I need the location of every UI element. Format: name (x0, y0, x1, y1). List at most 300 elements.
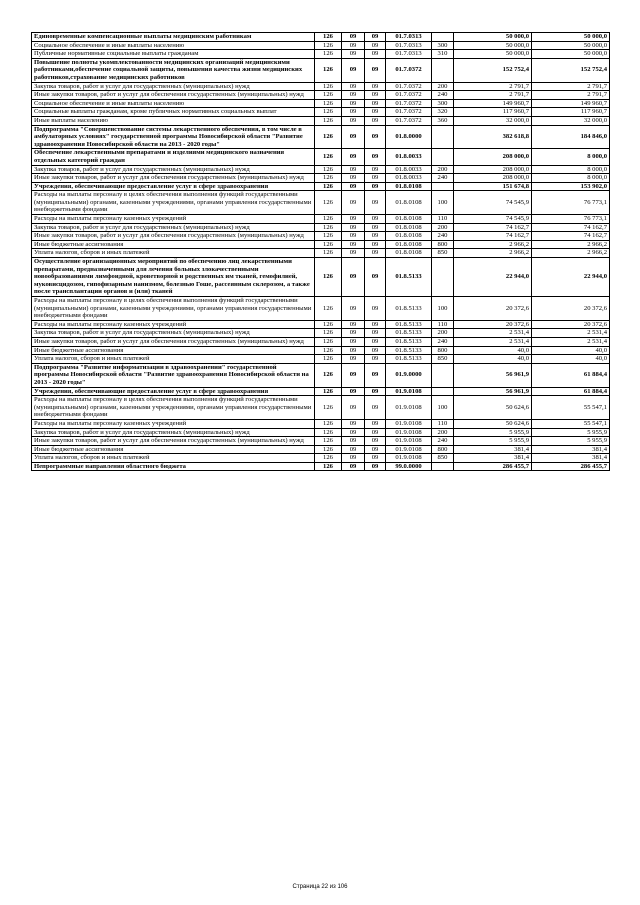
section-code-cell: 09 (342, 215, 365, 224)
amount-year1-cell: 151 674,8 (454, 182, 532, 191)
ved-code-cell: 126 (315, 240, 342, 249)
subsection-code-cell: 09 (365, 337, 386, 346)
amount-year1-cell: 20 372,6 (454, 320, 532, 329)
table-row (32, 99, 610, 108)
section-code-cell: 09 (342, 149, 365, 165)
section-code-cell: 09 (342, 165, 365, 174)
ved-code-cell: 126 (315, 125, 342, 149)
subsection-code-cell: 09 (365, 149, 386, 165)
table-row (32, 454, 610, 463)
amount-year2-cell: 2 791,7 (532, 82, 610, 91)
row-name-cell: Иные бюджетные ассигнования (32, 445, 315, 454)
target-article-cell: 01.8.0033 (386, 165, 432, 174)
expense-type-cell: 240 (432, 174, 454, 183)
target-article-cell: 01.7.0372 (386, 108, 432, 117)
table-row (32, 258, 610, 297)
row-name-cell: Расходы на выплаты персоналу казенных учреждений (32, 215, 315, 224)
section-code-cell: 09 (342, 346, 365, 355)
section-code-cell: 09 (342, 50, 365, 59)
target-article-cell: 01.8.5133 (386, 320, 432, 329)
expense-type-cell: 240 (432, 232, 454, 241)
expense-type-cell (432, 33, 454, 42)
ved-code-cell: 126 (315, 165, 342, 174)
amount-year1-cell: 56 961,9 (454, 387, 532, 396)
ved-code-cell: 126 (315, 99, 342, 108)
ved-code-cell: 126 (315, 462, 342, 471)
table-row (32, 363, 610, 387)
row-name-cell: Осуществление организационных мероприятий по обеспечению лиц лекарственными препаратами, предназначенными для лечения больных злокачественными новообразованиями лимфоидной, кроветворной и родственных им тканей, гемофилией, муковисцидозом, гипофизарным нанизмом, болезнью Гоше, рассеянным склерозом, а также после трансплантации органов и (или) тканей (32, 258, 315, 297)
amount-year1-cell: 382 618,8 (454, 125, 532, 149)
ved-code-cell: 126 (315, 116, 342, 125)
row-name-cell: Повышение полноты укомплектованности медицинских организаций медицинскими работниками,обеспечение социальной защиты, повышения качества жизни медицинских работников,страхование медицинских работников (32, 58, 315, 82)
amount-year1-cell: 2 966,2 (454, 240, 532, 249)
ved-code-cell: 126 (315, 387, 342, 396)
ved-code-cell: 126 (315, 41, 342, 50)
target-article-cell: 01.9.0108 (386, 454, 432, 463)
table-row (32, 337, 610, 346)
target-article-cell: 01.7.0372 (386, 82, 432, 91)
section-code-cell: 09 (342, 363, 365, 387)
subsection-code-cell: 09 (365, 462, 386, 471)
amount-year2-cell: 8 000,0 (532, 165, 610, 174)
target-article-cell: 01.8.0108 (386, 223, 432, 232)
expense-type-cell (432, 149, 454, 165)
amount-year1-cell: 56 961,9 (454, 363, 532, 387)
ved-code-cell: 126 (315, 445, 342, 454)
expense-type-cell: 240 (432, 437, 454, 446)
row-name-cell: Публичные нормативные социальные выплаты гражданам (32, 50, 315, 59)
row-name-cell: Иные закупки товаров, работ и услуг для обеспечения государственных (муниципальных) нужд (32, 337, 315, 346)
table-row (32, 387, 610, 396)
expense-type-cell (432, 387, 454, 396)
section-code-cell: 09 (342, 337, 365, 346)
amount-year1-cell: 5 955,9 (454, 437, 532, 446)
row-name-cell: Подпрограмма "Развитие информатизации в здравоохранении" государственной программы Новосибирской области "Развитие здравоохранения Новосибирской области на 2013 - 2020 годы" (32, 363, 315, 387)
row-name-cell: Социальное обеспечение и иные выплаты населению (32, 99, 315, 108)
subsection-code-cell: 09 (365, 363, 386, 387)
ved-code-cell: 126 (315, 33, 342, 42)
ved-code-cell: 126 (315, 355, 342, 364)
ved-code-cell: 126 (315, 58, 342, 82)
amount-year1-cell: 32 000,0 (454, 116, 532, 125)
expense-type-cell: 800 (432, 240, 454, 249)
row-name-cell: Расходы на выплаты персоналу в целях обеспечения выполнения функций государственными (муниципальными) органами, казенными учреждениями, органами управления государственными внебюджетными фондами (32, 191, 315, 215)
amount-year1-cell: 286 455,7 (454, 462, 532, 471)
amount-year1-cell: 50 000,0 (454, 50, 532, 59)
section-code-cell: 09 (342, 223, 365, 232)
expense-type-cell: 300 (432, 99, 454, 108)
expense-type-cell (432, 363, 454, 387)
ved-code-cell: 126 (315, 337, 342, 346)
amount-year2-cell: 76 773,1 (532, 215, 610, 224)
amount-year1-cell: 381,4 (454, 454, 532, 463)
section-code-cell: 09 (342, 108, 365, 117)
table-row (32, 33, 610, 42)
amount-year2-cell: 2 531,4 (532, 329, 610, 338)
table-row (32, 191, 610, 215)
expense-type-cell: 800 (432, 445, 454, 454)
amount-year2-cell: 40,0 (532, 355, 610, 364)
subsection-code-cell: 09 (365, 445, 386, 454)
amount-year1-cell: 50 000,0 (454, 33, 532, 42)
section-code-cell: 09 (342, 437, 365, 446)
target-article-cell: 01.8.5133 (386, 337, 432, 346)
amount-year2-cell: 61 884,4 (532, 387, 610, 396)
table-row (32, 125, 610, 149)
amount-year2-cell: 8 000,0 (532, 149, 610, 165)
ved-code-cell: 126 (315, 108, 342, 117)
amount-year1-cell: 50 624,6 (454, 396, 532, 420)
target-article-cell: 01.8.0108 (386, 191, 432, 215)
expense-type-cell: 850 (432, 355, 454, 364)
table-row (32, 223, 610, 232)
subsection-code-cell: 09 (365, 33, 386, 42)
ved-code-cell: 126 (315, 346, 342, 355)
amount-year2-cell: 149 960,7 (532, 99, 610, 108)
subsection-code-cell: 09 (365, 329, 386, 338)
subsection-code-cell: 09 (365, 454, 386, 463)
expense-type-cell: 100 (432, 297, 454, 321)
target-article-cell: 01.9.0000 (386, 363, 432, 387)
subsection-code-cell: 09 (365, 346, 386, 355)
amount-year2-cell: 2 966,2 (532, 249, 610, 258)
table-row (32, 445, 610, 454)
row-name-cell: Иные закупки товаров, работ и услуг для обеспечения государственных (муниципальных) нужд (32, 174, 315, 183)
target-article-cell: 01.7.0313 (386, 41, 432, 50)
target-article-cell: 01.8.5133 (386, 346, 432, 355)
table-row (32, 428, 610, 437)
amount-year1-cell: 50 000,0 (454, 41, 532, 50)
amount-year2-cell: 153 902,0 (532, 182, 610, 191)
section-code-cell: 09 (342, 355, 365, 364)
row-name-cell: Обеспечение лекарственными препаратами и изделиями медицинского назначения отдельных категорий граждан (32, 149, 315, 165)
ved-code-cell: 126 (315, 215, 342, 224)
amount-year2-cell: 55 547,1 (532, 396, 610, 420)
subsection-code-cell: 09 (365, 108, 386, 117)
target-article-cell: 99.0.0000 (386, 462, 432, 471)
amount-year1-cell: 22 944,0 (454, 258, 532, 297)
expense-type-cell: 310 (432, 50, 454, 59)
ved-code-cell: 126 (315, 320, 342, 329)
row-name-cell: Закупка товаров, работ и услуг для государственных (муниципальных) нужд (32, 223, 315, 232)
amount-year1-cell: 50 624,6 (454, 419, 532, 428)
row-name-cell: Социальное обеспечение и иные выплаты населению (32, 41, 315, 50)
section-code-cell: 09 (342, 320, 365, 329)
section-code-cell: 09 (342, 297, 365, 321)
expense-type-cell: 110 (432, 320, 454, 329)
expense-type-cell: 200 (432, 82, 454, 91)
target-article-cell: 01.8.0000 (386, 125, 432, 149)
subsection-code-cell: 09 (365, 182, 386, 191)
amount-year2-cell: 117 960,7 (532, 108, 610, 117)
table-row (32, 462, 610, 471)
table-row (32, 174, 610, 183)
ved-code-cell: 126 (315, 174, 342, 183)
amount-year2-cell: 40,0 (532, 346, 610, 355)
target-article-cell: 01.8.0108 (386, 182, 432, 191)
target-article-cell: 01.9.0108 (386, 396, 432, 420)
amount-year2-cell: 8 000,0 (532, 174, 610, 183)
target-article-cell: 01.8.5133 (386, 258, 432, 297)
subsection-code-cell: 09 (365, 396, 386, 420)
ved-code-cell: 126 (315, 297, 342, 321)
subsection-code-cell: 09 (365, 41, 386, 50)
subsection-code-cell: 09 (365, 174, 386, 183)
subsection-code-cell: 09 (365, 437, 386, 446)
ved-code-cell: 126 (315, 454, 342, 463)
row-name-cell: Уплата налогов, сборов и иных платежей (32, 249, 315, 258)
expense-type-cell: 320 (432, 108, 454, 117)
table-row (32, 82, 610, 91)
section-code-cell: 09 (342, 41, 365, 50)
amount-year1-cell: 117 960,7 (454, 108, 532, 117)
expense-type-cell (432, 182, 454, 191)
target-article-cell: 01.7.0313 (386, 33, 432, 42)
expense-type-cell: 100 (432, 396, 454, 420)
row-name-cell: Учреждения, обеспечивающие предоставление услуг в сфере здравоохранения (32, 182, 315, 191)
amount-year2-cell: 74 162,7 (532, 232, 610, 241)
amount-year2-cell: 152 752,4 (532, 58, 610, 82)
ved-code-cell: 126 (315, 329, 342, 338)
target-article-cell: 01.8.0108 (386, 249, 432, 258)
expense-type-cell: 240 (432, 337, 454, 346)
section-code-cell: 09 (342, 419, 365, 428)
expense-type-cell (432, 58, 454, 82)
row-name-cell: Расходы на выплаты персоналу в целях обеспечения выполнения функций государственными (муниципальными) органами, казенными учреждениями, органами управления государственными внебюджетными фондами (32, 297, 315, 321)
table-row (32, 396, 610, 420)
table-row (32, 232, 610, 241)
amount-year2-cell: 381,4 (532, 445, 610, 454)
table-row (32, 116, 610, 125)
target-article-cell: 01.8.5133 (386, 355, 432, 364)
subsection-code-cell: 09 (365, 191, 386, 215)
ved-code-cell: 126 (315, 428, 342, 437)
subsection-code-cell: 09 (365, 428, 386, 437)
subsection-code-cell: 09 (365, 387, 386, 396)
amount-year1-cell: 40,0 (454, 346, 532, 355)
ved-code-cell: 126 (315, 249, 342, 258)
section-code-cell: 09 (342, 396, 365, 420)
table-row (32, 41, 610, 50)
section-code-cell: 09 (342, 240, 365, 249)
subsection-code-cell: 09 (365, 116, 386, 125)
row-name-cell: Уплата налогов, сборов и иных платежей (32, 454, 315, 463)
amount-year1-cell: 74 162,7 (454, 223, 532, 232)
subsection-code-cell: 09 (365, 297, 386, 321)
expense-type-cell: 360 (432, 116, 454, 125)
row-name-cell: Расходы на выплаты персоналу казенных учреждений (32, 320, 315, 329)
target-article-cell: 01.9.0108 (386, 419, 432, 428)
table-row (32, 149, 610, 165)
amount-year1-cell: 2 531,4 (454, 337, 532, 346)
amount-year1-cell: 152 752,4 (454, 58, 532, 82)
subsection-code-cell: 09 (365, 50, 386, 59)
amount-year1-cell: 208 000,0 (454, 165, 532, 174)
amount-year2-cell: 381,4 (532, 454, 610, 463)
target-article-cell: 01.7.0372 (386, 99, 432, 108)
amount-year1-cell: 208 000,0 (454, 149, 532, 165)
subsection-code-cell: 09 (365, 249, 386, 258)
budget-table-page (31, 32, 609, 471)
ved-code-cell: 126 (315, 149, 342, 165)
amount-year2-cell: 2 791,7 (532, 91, 610, 100)
expense-type-cell (432, 125, 454, 149)
subsection-code-cell: 09 (365, 223, 386, 232)
expense-type-cell: 850 (432, 249, 454, 258)
amount-year2-cell: 50 000,0 (532, 33, 610, 42)
amount-year1-cell: 20 372,6 (454, 297, 532, 321)
row-name-cell: Расходы на выплаты персоналу в целях обеспечения выполнения функций государственными (муниципальными) органами, казенными учреждениями, органами управления государственными внебюджетными фондами (32, 396, 315, 420)
ved-code-cell: 126 (315, 396, 342, 420)
amount-year2-cell: 2 966,2 (532, 240, 610, 249)
expense-type-cell: 110 (432, 215, 454, 224)
table-row (32, 108, 610, 117)
section-code-cell: 09 (342, 249, 365, 258)
subsection-code-cell: 09 (365, 58, 386, 82)
amount-year2-cell: 32 000,0 (532, 116, 610, 125)
amount-year2-cell: 50 000,0 (532, 41, 610, 50)
subsection-code-cell: 09 (365, 258, 386, 297)
row-name-cell: Иные закупки товаров, работ и услуг для обеспечения государственных (муниципальных) нужд (32, 91, 315, 100)
section-code-cell: 09 (342, 387, 365, 396)
amount-year1-cell: 2 966,2 (454, 249, 532, 258)
target-article-cell: 01.9.0108 (386, 387, 432, 396)
target-article-cell: 01.8.0033 (386, 174, 432, 183)
row-name-cell: Иные закупки товаров, работ и услуг для обеспечения государственных (муниципальных) нужд (32, 437, 315, 446)
table-row (32, 58, 610, 82)
target-article-cell: 01.8.0108 (386, 240, 432, 249)
amount-year1-cell: 2 531,4 (454, 329, 532, 338)
ved-code-cell: 126 (315, 437, 342, 446)
row-name-cell: Закупка товаров, работ и услуг для государственных (муниципальных) нужд (32, 329, 315, 338)
table-row (32, 329, 610, 338)
section-code-cell: 09 (342, 82, 365, 91)
expense-type-cell: 200 (432, 329, 454, 338)
subsection-code-cell: 09 (365, 240, 386, 249)
ved-code-cell: 126 (315, 182, 342, 191)
ved-code-cell: 126 (315, 419, 342, 428)
row-name-cell: Закупка товаров, работ и услуг для государственных (муниципальных) нужд (32, 428, 315, 437)
expense-type-cell: 800 (432, 346, 454, 355)
section-code-cell: 09 (342, 258, 365, 297)
amount-year1-cell: 74 545,9 (454, 191, 532, 215)
amount-year2-cell: 76 773,1 (532, 191, 610, 215)
target-article-cell: 01.7.0313 (386, 50, 432, 59)
section-code-cell: 09 (342, 454, 365, 463)
subsection-code-cell: 09 (365, 125, 386, 149)
table-row (32, 355, 610, 364)
row-name-cell: Расходы на выплаты персоналу казенных учреждений (32, 419, 315, 428)
expense-type-cell (432, 462, 454, 471)
expense-type-cell: 200 (432, 223, 454, 232)
row-name-cell: Иные бюджетные ассигнования (32, 240, 315, 249)
amount-year1-cell: 74 162,7 (454, 232, 532, 241)
ved-code-cell: 126 (315, 258, 342, 297)
table-row (32, 165, 610, 174)
subsection-code-cell: 09 (365, 165, 386, 174)
expense-type-cell: 200 (432, 165, 454, 174)
row-name-cell: Иные закупки товаров, работ и услуг для обеспечения государственных (муниципальных) нужд (32, 232, 315, 241)
section-code-cell: 09 (342, 182, 365, 191)
amount-year2-cell: 22 944,0 (532, 258, 610, 297)
amount-year1-cell: 5 955,9 (454, 428, 532, 437)
amount-year2-cell: 50 000,0 (532, 50, 610, 59)
target-article-cell: 01.9.0108 (386, 437, 432, 446)
page-footer: Страница 22 из 106 (292, 884, 348, 890)
target-article-cell: 01.7.0372 (386, 116, 432, 125)
amount-year1-cell: 381,4 (454, 445, 532, 454)
ved-code-cell: 126 (315, 363, 342, 387)
expense-type-cell: 100 (432, 191, 454, 215)
section-code-cell: 09 (342, 33, 365, 42)
target-article-cell: 01.8.0108 (386, 215, 432, 224)
expense-type-cell: 110 (432, 419, 454, 428)
table-row (32, 346, 610, 355)
table-row (32, 240, 610, 249)
subsection-code-cell: 09 (365, 99, 386, 108)
amount-year2-cell: 5 955,9 (532, 428, 610, 437)
row-name-cell: Социальные выплаты гражданам, кроме публичных нормативных социальных выплат (32, 108, 315, 117)
expense-type-cell: 850 (432, 454, 454, 463)
target-article-cell: 01.8.0033 (386, 149, 432, 165)
expense-type-cell (432, 258, 454, 297)
amount-year1-cell: 2 791,7 (454, 91, 532, 100)
section-code-cell: 09 (342, 428, 365, 437)
target-article-cell: 01.9.0108 (386, 445, 432, 454)
ved-code-cell: 126 (315, 50, 342, 59)
ved-code-cell: 126 (315, 191, 342, 215)
amount-year2-cell: 55 547,1 (532, 419, 610, 428)
amount-year2-cell: 61 884,4 (532, 363, 610, 387)
expense-type-cell: 200 (432, 428, 454, 437)
section-code-cell: 09 (342, 462, 365, 471)
amount-year1-cell: 149 960,7 (454, 99, 532, 108)
row-name-cell: Учреждения, обеспечивающие предоставление услуг в сфере здравоохранения (32, 387, 315, 396)
amount-year2-cell: 184 846,0 (532, 125, 610, 149)
table-row (32, 419, 610, 428)
amount-year2-cell: 20 372,6 (532, 320, 610, 329)
target-article-cell: 01.8.5133 (386, 297, 432, 321)
row-name-cell: Непрограммные направления областного бюджета (32, 462, 315, 471)
subsection-code-cell: 09 (365, 91, 386, 100)
section-code-cell: 09 (342, 191, 365, 215)
section-code-cell: 09 (342, 125, 365, 149)
section-code-cell: 09 (342, 445, 365, 454)
target-article-cell: 01.8.0108 (386, 232, 432, 241)
amount-year2-cell: 5 955,9 (532, 437, 610, 446)
table-row (32, 91, 610, 100)
row-name-cell: Иные бюджетные ассигнования (32, 346, 315, 355)
row-name-cell: Единовременные компенсационные выплаты медицинским работникам (32, 33, 315, 42)
target-article-cell: 01.7.0372 (386, 91, 432, 100)
amount-year1-cell: 40,0 (454, 355, 532, 364)
ved-code-cell: 126 (315, 91, 342, 100)
subsection-code-cell: 09 (365, 355, 386, 364)
section-code-cell: 09 (342, 329, 365, 338)
section-code-cell: 09 (342, 91, 365, 100)
amount-year2-cell: 2 531,4 (532, 337, 610, 346)
subsection-code-cell: 09 (365, 82, 386, 91)
amount-year2-cell: 286 455,7 (532, 462, 610, 471)
subsection-code-cell: 09 (365, 419, 386, 428)
row-name-cell: Подпрограмма "Совершенствование системы лекарственного обеспечения, в том числе в амбулаторных условиях" государственной программы Новосибирской области "Развитие здравоохранения Новосибирской области на 2013 - 2020 годы" (32, 125, 315, 149)
ved-code-cell: 126 (315, 82, 342, 91)
expense-type-cell: 240 (432, 91, 454, 100)
table-row (32, 437, 610, 446)
subsection-code-cell: 09 (365, 320, 386, 329)
row-name-cell: Закупка товаров, работ и услуг для государственных (муниципальных) нужд (32, 82, 315, 91)
amount-year1-cell: 2 791,7 (454, 82, 532, 91)
